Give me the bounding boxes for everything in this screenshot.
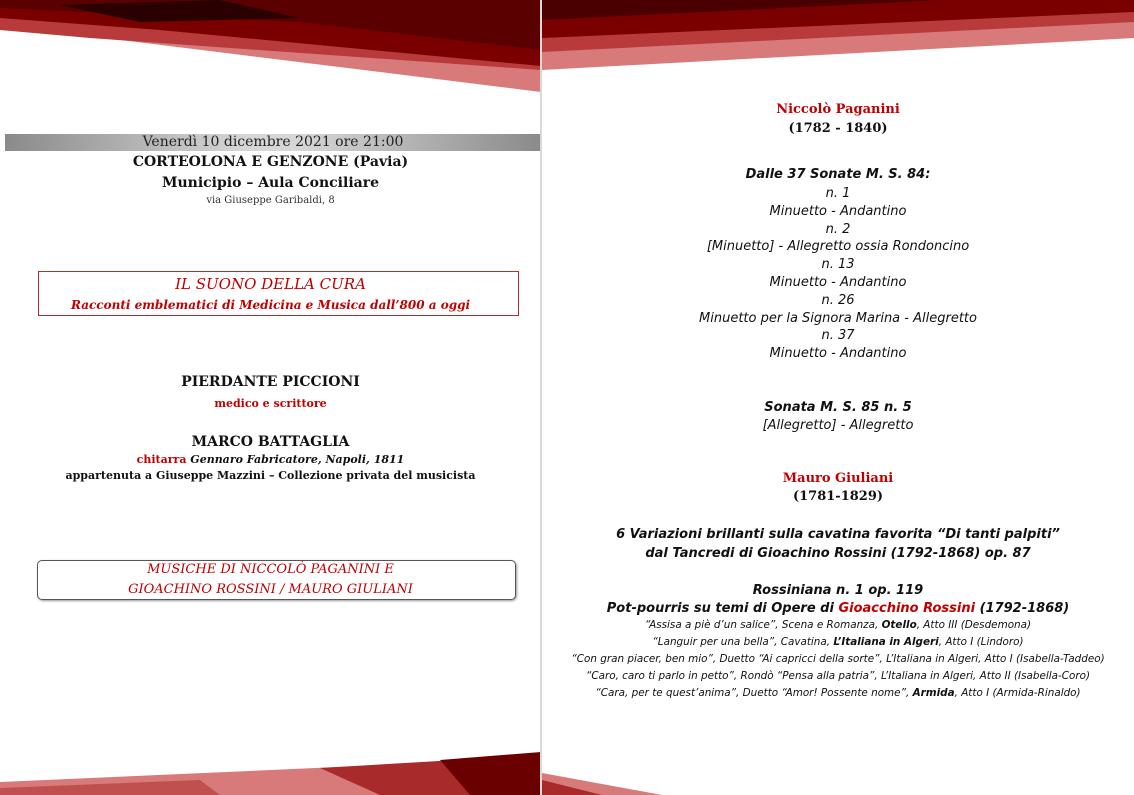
composer-1-years: (1782 - 1840) xyxy=(788,121,888,136)
aria-line xyxy=(542,619,1134,631)
aria-detail: , Atto I (Lindoro) xyxy=(938,636,1024,648)
event-title: IL SUONO DELLA CURA xyxy=(175,275,366,293)
performer2-provenance: appartenuta a Giuseppe Mazzini – Collezione privata del musicista xyxy=(65,469,476,482)
potpourri-prefix: Pot-pourris su temi di Opere di xyxy=(606,601,839,616)
composer-2-years: (1781-1829) xyxy=(792,489,884,504)
sonate-item: n. 26 xyxy=(821,292,855,308)
composer-2-name: Mauro Giuliani xyxy=(782,471,894,486)
sonate-item: n. 37 xyxy=(821,328,855,344)
aria-opera: L’Italiana in Algeri xyxy=(833,636,939,648)
potpourri-line xyxy=(542,601,1134,616)
aria-opera: Armida xyxy=(912,687,955,699)
aria-text: “Con gran piacer, ben mio”, Duetto “Ai capricci della sorte”, L’Italiana in Algeri, Atto I (Isabella-Taddeo) xyxy=(571,653,1105,665)
sonate-item: Minuetto - Andantino xyxy=(769,346,907,362)
potpourri-composer: Gioacchino Rossini xyxy=(838,601,976,616)
sonate-item: n. 1 xyxy=(825,186,851,201)
event-subtitle: Racconti emblematici di Medicina e Musica dall’800 a oggi xyxy=(70,298,471,312)
venue-city: CORTEOLONA E GENZONE (Pavia) xyxy=(132,154,409,170)
sonate-item: n. 2 xyxy=(825,221,851,237)
aria-detail: , Atto III (Desdemona) xyxy=(916,619,1032,631)
sonata85-title: Sonata M. S. 85 n. 5 xyxy=(764,400,912,415)
instrument-label: chitarra xyxy=(136,453,187,466)
sonate-heading: Dalle 37 Sonate M. S. 84: xyxy=(745,167,931,182)
sonata85-movement: [Allegretto] - Allegretto xyxy=(762,418,914,433)
rossiniana-title: Rossiniana n. 1 op. 119 xyxy=(752,583,924,598)
composer-1-name: Niccolò Paganini xyxy=(776,102,900,117)
sonate-item: Minuetto - Andantino xyxy=(769,203,907,219)
aria-line xyxy=(542,670,1134,682)
bottom-banner-decoration xyxy=(0,740,541,795)
instrument-detail: Gennaro Fabricatore, Napoli, 1811 xyxy=(186,453,405,466)
venue-hall: Municipio – Aula Conciliare xyxy=(161,175,379,191)
bottom-banner-decoration-right xyxy=(542,765,1134,795)
date-bar: Venerdì 10 dicembre 2021 ore 21:00 xyxy=(5,134,541,151)
music-line-2: GIOACHINO ROSSINI / MAURO GIULIANI xyxy=(128,582,413,597)
performer2-name: MARCO BATTAGLIA xyxy=(191,434,350,450)
aria-text: “Caro, caro ti parlo in petto”, Rondò “Pensa alla patria”, L’Italiana in Algeri, Atto II (Isabella-Coro) xyxy=(585,670,1091,682)
aria-line xyxy=(542,687,1134,699)
top-banner-decoration-right xyxy=(542,0,1134,70)
sonate-item: [Minuetto] - Allegretto ossia Rondoncino xyxy=(706,239,970,255)
venue-address: via Giuseppe Garibaldi, 8 xyxy=(206,195,335,206)
music-line-1: MUSICHE DI NICCOLÒ PAGANINI E xyxy=(147,562,394,577)
performer1-role: medico e scrittore xyxy=(214,397,327,410)
aria-detail: , Atto I (Armida-Rinaldo) xyxy=(954,687,1081,699)
aria-text: “Languir per una bella”, Cavatina, xyxy=(652,636,834,648)
variazioni-line-1: 6 Variazioni brillanti sulla cavatina favorita “Di tanti palpiti” xyxy=(616,527,1060,542)
variazioni-line-2: dal Tancredi di Gioachino Rossini (1792-1868) op. 87 xyxy=(645,546,1031,561)
sonate-item: Minuetto per la Signora Marina - Allegretto xyxy=(699,310,977,326)
left-page xyxy=(0,0,541,795)
aria-text: “Assisa a piè d’un salice”, Scena e Romanza, xyxy=(644,619,882,631)
sonate-item: n. 13 xyxy=(821,257,855,273)
right-page xyxy=(542,0,1134,795)
aria-line xyxy=(542,636,1134,648)
performer1-name: PIERDANTE PICCIONI xyxy=(181,374,360,390)
aria-opera: Otello xyxy=(881,619,917,631)
potpourri-years: (1792-1868) xyxy=(975,601,1070,616)
sonate-item: Minuetto - Andantino xyxy=(769,275,907,290)
aria-line xyxy=(542,653,1134,665)
performer2-instrument-line xyxy=(0,453,541,466)
top-banner-decoration xyxy=(0,0,541,92)
aria-text: “Cara, per te quest’anima”, Duetto “Amor! Possente nome”, xyxy=(595,687,913,699)
